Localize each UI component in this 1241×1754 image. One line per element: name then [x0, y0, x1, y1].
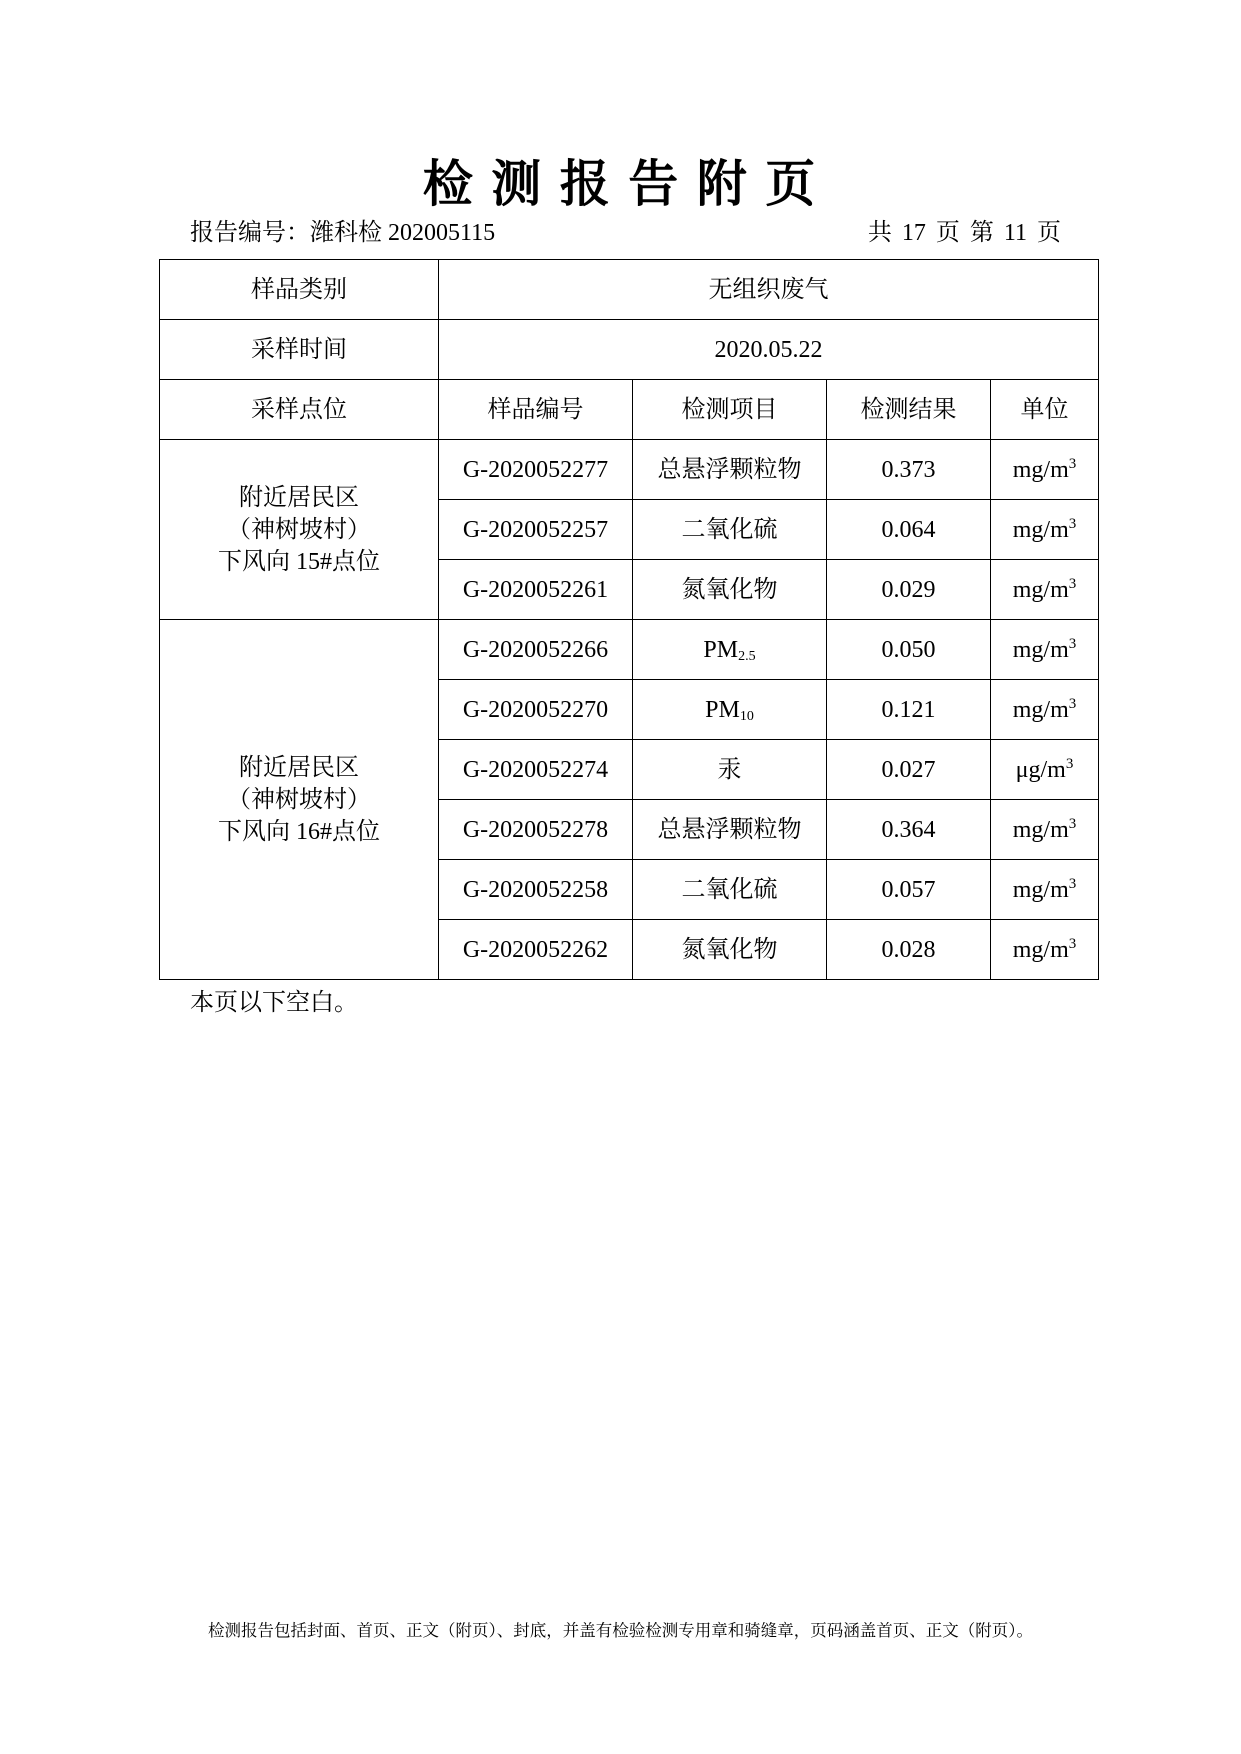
unit-cell: [991, 560, 1099, 620]
sample-id-cell: G-2020052277: [439, 440, 633, 500]
test-item-name: PM: [703, 636, 739, 663]
location-line: （神树坡村）: [227, 516, 371, 543]
unit-superscript: 3: [1068, 875, 1077, 892]
test-item-name: 氮氧化物: [681, 936, 778, 963]
table-row: [160, 620, 1099, 680]
sample-id-cell: G-2020052270: [439, 680, 633, 740]
unit-cell: [991, 860, 1099, 920]
unit-cell: [991, 620, 1099, 680]
test-item-cell: [633, 440, 827, 500]
test-result-cell: 0.029: [827, 560, 991, 620]
test-item-cell: [633, 920, 827, 980]
test-item-name: 总悬浮颗粒物: [657, 456, 802, 483]
table-row: [160, 440, 1099, 500]
location-line: 附近居民区: [239, 754, 359, 781]
test-item-cell: [633, 800, 827, 860]
unit-base: μg/m: [1015, 756, 1066, 783]
test-item-cell: [633, 500, 827, 560]
location-line: 下风向 16#点位: [218, 818, 380, 845]
test-result-cell: 0.028: [827, 920, 991, 980]
unit-superscript: 3: [1068, 575, 1077, 592]
sample-type-row: [160, 260, 1099, 320]
unit-base: mg/m: [1012, 816, 1069, 843]
test-item-subscript: 2.5: [738, 648, 756, 664]
column-header-sample-id: 样品编号: [439, 380, 633, 440]
report-number: 报告编号：潍科检 202005115: [190, 220, 496, 246]
location-line: 附近居民区: [239, 484, 359, 511]
unit-base: mg/m: [1012, 696, 1069, 723]
test-result-cell: 0.057: [827, 860, 991, 920]
page-title: 检 测 报 告 附 页: [422, 156, 819, 212]
unit-cell: [991, 440, 1099, 500]
test-item-name: 氮氧化物: [681, 576, 778, 603]
test-item-cell: [633, 740, 827, 800]
unit-superscript: 3: [1068, 695, 1077, 712]
results-table: [159, 259, 1099, 980]
unit-superscript: 3: [1068, 635, 1077, 652]
unit-base: mg/m: [1012, 456, 1069, 483]
unit-base: mg/m: [1012, 576, 1069, 603]
sampling-location-cell: [160, 620, 439, 980]
sample-id-cell: G-2020052258: [439, 860, 633, 920]
location-line: 下风向 15#点位: [218, 548, 380, 575]
test-item-name: 汞: [717, 756, 742, 783]
sample-id-cell: G-2020052278: [439, 800, 633, 860]
test-item-name: 二氧化硫: [681, 516, 778, 543]
sample-id-cell: G-2020052261: [439, 560, 633, 620]
unit-cell: [991, 800, 1099, 860]
test-result-cell: 0.027: [827, 740, 991, 800]
unit-base: mg/m: [1012, 936, 1069, 963]
unit-base: mg/m: [1012, 636, 1069, 663]
blank-note: 本页以下空白。: [190, 990, 358, 1016]
column-header-result: 检测结果: [827, 380, 991, 440]
unit-base: mg/m: [1012, 876, 1069, 903]
column-header-item: 检测项目: [633, 380, 827, 440]
sample-id-cell: G-2020052266: [439, 620, 633, 680]
sampling-time-label: 采样时间: [160, 320, 439, 380]
unit-superscript: 3: [1065, 755, 1074, 772]
test-item-name: 总悬浮颗粒物: [657, 816, 802, 843]
test-result-cell: 0.121: [827, 680, 991, 740]
column-header-location: 采样点位: [160, 380, 439, 440]
test-item-cell: [633, 860, 827, 920]
sample-id-cell: G-2020052257: [439, 500, 633, 560]
unit-superscript: 3: [1068, 455, 1077, 472]
test-item-cell: [633, 680, 827, 740]
column-header-row: [160, 380, 1099, 440]
test-item-name: PM: [705, 696, 740, 723]
test-result-cell: 0.050: [827, 620, 991, 680]
unit-cell: [991, 740, 1099, 800]
test-result-cell: 0.364: [827, 800, 991, 860]
page-info: 共 17 页 第 11 页: [867, 220, 1061, 246]
unit-superscript: 3: [1068, 935, 1077, 952]
sampling-location-cell: [160, 440, 439, 620]
test-item-cell: [633, 620, 827, 680]
unit-cell: [991, 500, 1099, 560]
test-item-name: 二氧化硫: [681, 876, 778, 903]
unit-superscript: 3: [1068, 515, 1077, 532]
sample-type-value: 无组织废气: [439, 260, 1099, 320]
test-item-cell: [633, 560, 827, 620]
test-result-cell: 0.373: [827, 440, 991, 500]
footer-note: 检测报告包括封面、首页、正文（附页）、封底，并盖有检验检测专用章和骑缝章，页码涵盖首页、正文（附页）。: [208, 1621, 1033, 1640]
unit-cell: [991, 920, 1099, 980]
unit-base: mg/m: [1012, 516, 1069, 543]
location-line: （神树坡村）: [227, 786, 371, 813]
sample-type-label: 样品类别: [160, 260, 439, 320]
column-header-unit: 单位: [991, 380, 1099, 440]
unit-superscript: 3: [1068, 815, 1077, 832]
sampling-time-row: [160, 320, 1099, 380]
unit-cell: [991, 680, 1099, 740]
test-item-subscript: 10: [739, 708, 754, 724]
sampling-time-value: 2020.05.22: [439, 320, 1099, 380]
sample-id-cell: G-2020052274: [439, 740, 633, 800]
sample-id-cell: G-2020052262: [439, 920, 633, 980]
test-result-cell: 0.064: [827, 500, 991, 560]
